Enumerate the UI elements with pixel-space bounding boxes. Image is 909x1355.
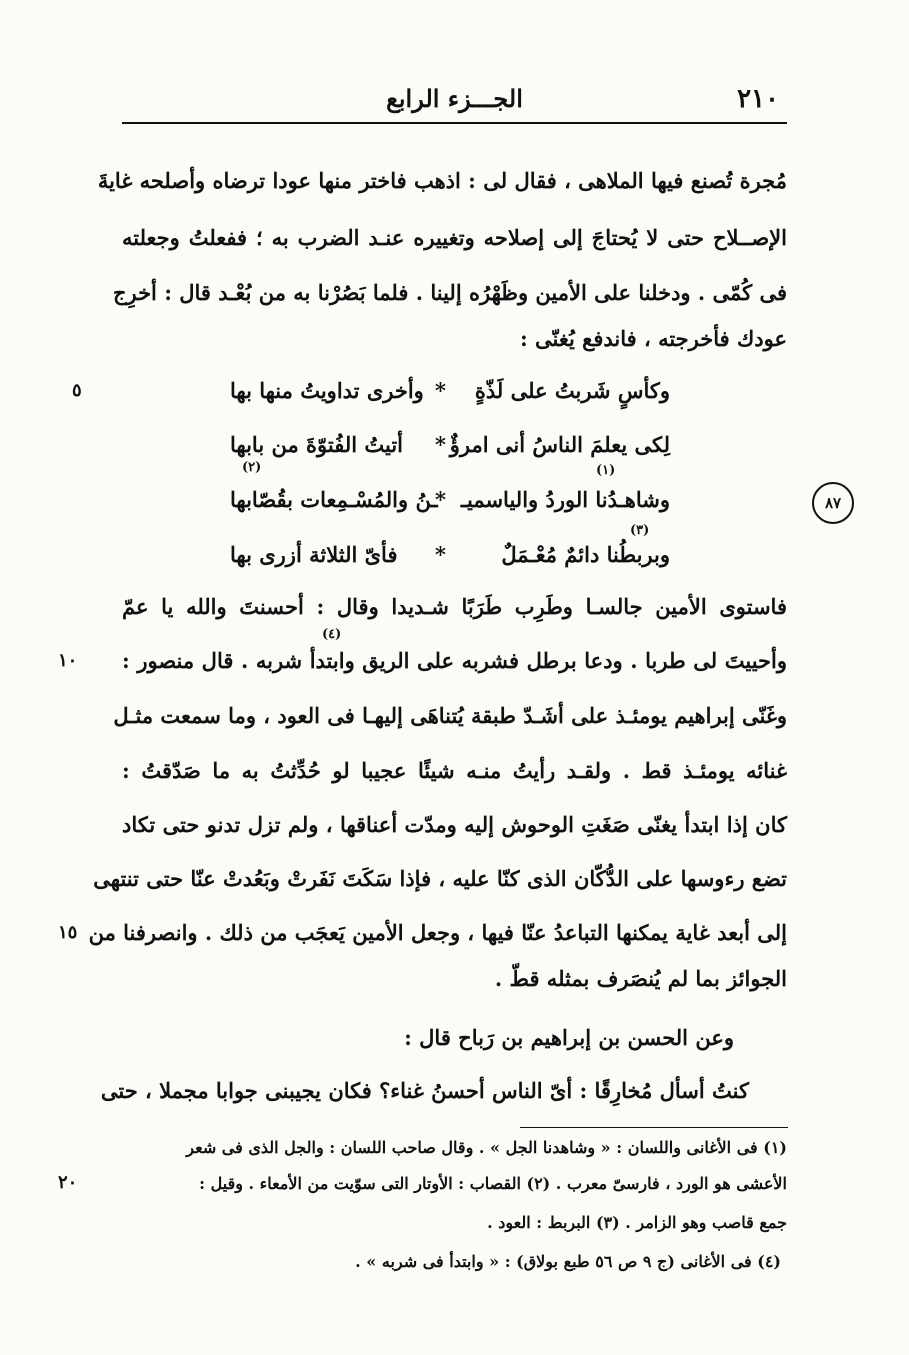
- margin-line-number: ٢٠: [58, 1172, 78, 1193]
- verse-separator: *: [435, 432, 446, 457]
- footnote-line: جمع قاصب وهو الزامر . (٣) البربط : العود .: [487, 1213, 787, 1232]
- note-marker: (١): [596, 463, 616, 478]
- body-line: كنتُ أسأل مُخارِقًا : أىّ الناس أحسنُ غناء؟ فكان يجيبنى جوابا مجملا ، حتى: [100, 1078, 749, 1103]
- margin-page-seal: ٨٧: [812, 482, 854, 524]
- verse-hemistich-2: أتيتُ الفُتوّةَ من بابها: [230, 432, 404, 457]
- body-line: الإصــلاح حتى لا يُحتاجَ إلى إصلاحه وتغييره عنـد الضرب به ؛ ففعلتُ وجعلته: [122, 225, 787, 250]
- header-rule: [122, 122, 787, 124]
- margin-line-number: ١٠: [58, 650, 78, 671]
- body-line: إلى أبعد غاية يمكنها التباعدُ عنّا فيها ، وجعل الأمين يَعجَب من ذلك . وانصرفنا من: [88, 920, 787, 945]
- footnote-line: الأعشى هو الورد ، فارسىّ معرب . (٢) القصاب : الأوتار التى سوّيت من الأمعاء . وقيل :: [199, 1174, 787, 1193]
- page-number: ٢١٠: [737, 84, 779, 114]
- running-title: الجـــزء الرابع: [386, 84, 523, 113]
- body-line: الجوائز بما لم يُنصَرف بمثله قطّ .: [494, 966, 787, 991]
- verse-separator: *: [435, 487, 446, 512]
- verse-separator: *: [435, 378, 446, 403]
- verse-hemistich-1: وكأسٍ شَربتُ على لَذّةٍ: [474, 378, 670, 403]
- body-line: غنائه يومئـذ قط . ولقـد رأيتُ منـه شيئًا عجيبا لو حُدِّثتُ به ما صَدّقتُ :: [122, 758, 787, 783]
- verse-hemistich-1: لِكى يعلمَ الناسُ أنى امرؤٌ: [449, 432, 670, 457]
- verse-hemistich-1: وبربطُنا دائمٌ مُعْـمَلٌ: [501, 542, 670, 567]
- body-line: فى كُمّى . ودخلنا على الأمين وظَهْرُه إلينا . فلما بَصُرْنا به من بُعْـد قال : أخرِج: [112, 280, 787, 305]
- body-line: وأحييتَ لى طربا . ودعا برطل فشربه على الريق وابتدأ شربه . قال منصور :: [122, 648, 787, 673]
- note-marker: (٣): [630, 523, 650, 538]
- body-line: فاستوى الأمين جالسـا وطَرِب طَرَبًا شـديدا وقال : أحسنتَ والله يا عمّ: [122, 594, 787, 619]
- body-line: وعن الحسن بن إبراهيم بن رَباح قال :: [404, 1025, 734, 1050]
- margin-line-number: ١٥: [58, 922, 78, 943]
- body-line: عودك فأخرجته ، فاندفع يُغنّى :: [519, 326, 787, 351]
- margin-line-number: ٥: [72, 380, 82, 401]
- body-line: كان إذا ابتدأ يغنّى صَغَتِ الوحوش إليه ومدّت أعناقها ، ولم تزل تدنو حتى تكاد: [122, 812, 787, 837]
- footnote-rule: [520, 1127, 788, 1128]
- page-header: [122, 80, 787, 120]
- body-line: تضع رءوسها على الدُّكّان الذى كنّا عليه ، فإذا سَكَتَ نَفَرتْ وبَعُدتْ عنّا حتى تنتهى: [93, 866, 787, 891]
- footnote-line: (٤) فى الأغانى (ج ٩ ص ٥٦ طبع بولاق) : « وابتدأ فى شربه » .: [355, 1252, 781, 1271]
- verse-hemistich-1: وشاهـدُنا الوردُ والياسميـ: [460, 487, 670, 512]
- verse-separator: *: [435, 542, 446, 567]
- note-marker: (٤): [322, 627, 342, 642]
- verse-hemistich-2: فأىّ الثلاثة أزرى بها: [230, 542, 398, 567]
- body-line: وغَنّى إبراهيم يومئـذ على أشَـدّ طبقة يُتناهَى إليهـا فى العود ، وما سمعت مثـل: [113, 703, 787, 728]
- verse-hemistich-2: ـنُ والمُسْـمِعات بقُصّابها: [230, 487, 438, 512]
- note-marker: (٢): [242, 460, 262, 475]
- footnote-line: (١) فى الأغانى واللسان : « وشاهدنا الجل » . وقال صاحب اللسان : والجل الذى فى شعر: [186, 1138, 787, 1157]
- body-line: مُجرة تُصنع فيها الملاهى ، فقال لى : اذهب فاختر منها عودا ترضاه وأصلحه غايةَ: [97, 168, 787, 193]
- verse-hemistich-2: وأخرى تداويتُ منها بها: [230, 378, 424, 403]
